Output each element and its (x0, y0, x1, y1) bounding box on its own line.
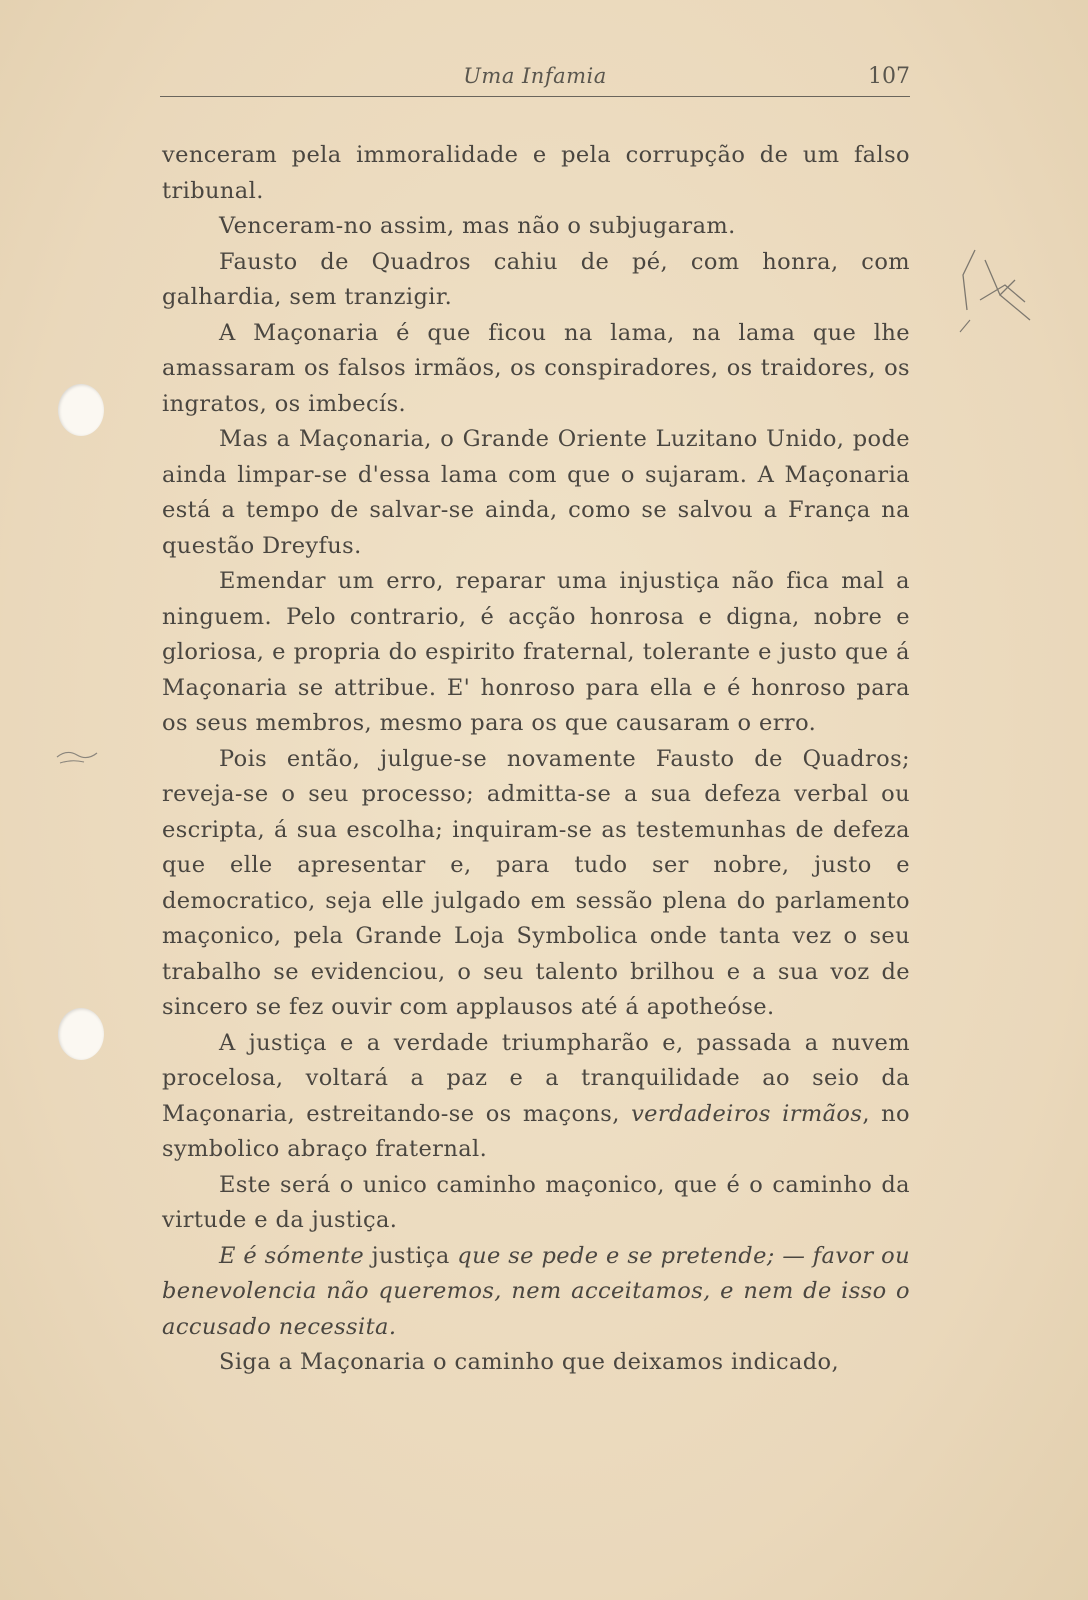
body-text (162, 138, 910, 1381)
paragraph-2: Venceram-no assim, mas não o subjugaram. (219, 213, 736, 239)
paragraph-5: Mas a Maçonaria, o Grande Oriente Luzitano Unido, pode ainda limpar-se d'essa lama com que o sujaram. A Maçonaria está a tempo de salvar-se ainda, como se salvou a França na questão Dreyfus. (162, 426, 910, 559)
paragraph-10-emphasis-1: E é sómente (219, 1242, 365, 1269)
paragraph-3: Fausto de Quadros cahiu de pé, com honra, com galhardia, sem tranzigir. (162, 248, 910, 310)
paragraph-6: Emendar um erro, reparar uma injustiça não fica mal a ninguem. Pelo contrario, é acção honrosa e digna, nobre e gloriosa, e propria do espirito fraternal, tolerante e justo que á Maçonaria se attribue. E' honroso para ella e é honroso para os seus membros, mesmo para os que causaram o erro. (162, 568, 910, 736)
paragraph-10-emphasis-2: que se pede e se pretende; — favor ou benevolencia não queremos, nem acceitamos, e nem de isso o accusado necessita. (162, 1242, 910, 1340)
punch-hole-bottom (58, 1008, 104, 1060)
running-title: Uma Infamia (463, 64, 607, 88)
margin-pencil-squiggle (52, 735, 102, 775)
paragraph-8-text-after: , no symbolico abraço fraternal. (162, 1100, 910, 1162)
paragraph-1: venceram pela immoralidade e pela corrupção de um falso tribunal. (162, 142, 910, 204)
paragraph-8-emphasis: verdadeiros irmãos (631, 1100, 863, 1127)
paragraph-4: A Maçonaria é que ficou na lama, na lama que lhe amassaram os falsos irmãos, os conspiradores, os traidores, os ingratos, os imbecís. (162, 319, 910, 417)
paragraph-10 (162, 1239, 910, 1346)
running-header (160, 60, 910, 97)
paragraph-10-word: justiça (371, 1242, 450, 1269)
paragraph-11: Siga a Maçonaria o caminho que deixamos indicado, (219, 1349, 840, 1375)
paragraph-8 (162, 1026, 910, 1168)
margin-pencil-mark (955, 240, 1045, 340)
paragraph-9: Este será o unico caminho maçonico, que é o caminho da virtude e da justiça. (162, 1171, 910, 1233)
paragraph-8-text-before: A justiça e a verdade triumpharão e, passada a nuvem procelosa, voltará a paz e a tranquilidade ao seio da Maçonaria, estreitando-se os maçons, (162, 1029, 910, 1127)
page-number: 107 (868, 64, 910, 89)
paragraph-7: Pois então, julgue-se novamente Fausto de Quadros; reveja-se o seu processo; admitta-se a sua defeza verbal ou escripta, á sua escolha; inquiram-se as testemunhas de defeza que elle apresentar e, para tudo ser nobre, justo e democratico, seja elle julgado em sessão plena do parlamento maçonico, pela Grande Loja Symbolica onde tanta vez o seu trabalho se evidenciou, o seu talento brilhou e a sua voz de sincero se fez ouvir com applausos até á apotheóse. (162, 745, 910, 1020)
punch-hole-top (58, 384, 104, 436)
